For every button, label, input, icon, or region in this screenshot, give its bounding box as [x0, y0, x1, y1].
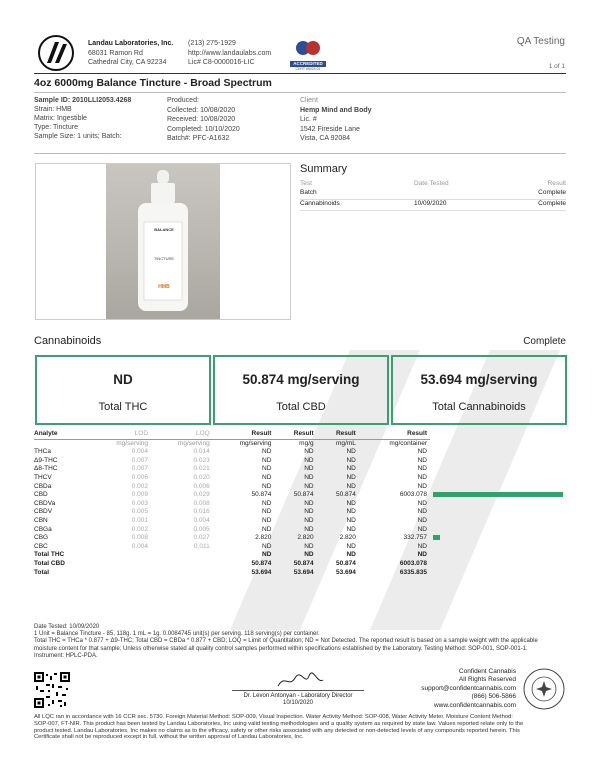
result-mg-ml: ND	[346, 525, 356, 533]
lod-value: 0.008	[131, 534, 149, 542]
client-address-line2: Vista, CA 92084	[300, 135, 351, 142]
header-result: Result	[317, 430, 359, 439]
units-row	[34, 439, 566, 448]
result-mg-ml: ND	[346, 542, 356, 550]
lod-value: 0.009	[131, 491, 149, 499]
lod-value: 0.001	[131, 516, 149, 524]
summary-test: Cannabinoids	[300, 200, 340, 207]
result-mg-g: ND	[304, 465, 314, 473]
result-bar-cell	[430, 526, 566, 535]
unit-result: mg/g	[299, 439, 314, 447]
bottle-logo: HMB	[158, 284, 170, 290]
result-mg-serving: 2.820	[255, 534, 272, 542]
lod-value: 0.004	[131, 542, 149, 550]
bottle-product: TINCTURE	[153, 256, 175, 261]
table-row	[34, 491, 566, 500]
result-bar	[433, 535, 440, 540]
total-thc-label: Total THC	[98, 401, 148, 413]
result-mg-g: ND	[304, 448, 314, 456]
total-lod	[89, 569, 151, 578]
summary-header-result: Result	[547, 180, 566, 187]
cc-website[interactable]: www.confidentcannabis.com	[433, 701, 516, 709]
lod-value: 0.007	[131, 465, 149, 473]
seal-icon	[522, 667, 566, 711]
result-mg-ml: 2.820	[339, 534, 356, 542]
total-result: ND	[304, 551, 314, 559]
lod-value: 0.002	[131, 482, 149, 490]
lod-value: 0.004	[131, 448, 149, 456]
result-mg-container: 6003.078	[399, 491, 427, 499]
received-date: Received: 10/08/2020	[167, 116, 236, 123]
total-thc-box	[35, 355, 211, 425]
result-bar-cell	[430, 534, 566, 543]
total-cbd-value: 50.874 mg/serving	[242, 372, 360, 387]
loq-value: 0.005	[193, 525, 210, 533]
collected-date: Collected: 10/08/2020	[167, 106, 236, 114]
result-mg-container: ND	[417, 508, 427, 516]
sample-size: Sample Size: 1 units; Batch:	[34, 133, 122, 140]
result-mg-ml: ND	[346, 448, 356, 456]
total-result: 50.874	[335, 559, 356, 567]
notes-line4: Instrument: HPLC-PDA.	[34, 652, 98, 659]
client-label: Client	[300, 97, 318, 104]
disclaimer-line1: All LQC ran in accordance with 16 CCR sec. 5730. Foreign Material Method: SOP-009, Visual Inspection. Water Activity Method: SOP-008, Water Activity Meter. Moisture Content Method:	[34, 714, 513, 720]
result-bar-cell	[430, 508, 566, 517]
result-mg-container: ND	[417, 516, 427, 524]
unit-result: mg/container	[389, 439, 427, 447]
cc-name: Confident Cannabis	[458, 668, 516, 675]
result-mg-container: ND	[417, 465, 427, 473]
table-row	[34, 457, 566, 466]
result-mg-g: 50.874	[293, 491, 314, 499]
total-name: Total	[34, 568, 50, 576]
summary-result: Complete	[538, 189, 566, 196]
accreditation-cert: CERT #5024.01	[295, 67, 321, 71]
result-mg-g: ND	[304, 482, 314, 490]
total-name: Total THC	[34, 551, 65, 559]
notes-line1: 1 Unit = Balance Tincture - 85, 118g. 1 mL = 1g. 0.0084745 unit(s) per serving. 118 serving(s) per container.	[34, 631, 320, 638]
result-mg-serving: ND	[262, 465, 272, 473]
lab-name: Landau Laboratories, Inc.	[88, 40, 174, 47]
lab-license: Lic# C8-0000016-LIC	[188, 59, 255, 66]
lod-value: 0.002	[131, 525, 149, 533]
unit-result: mg/serving	[239, 439, 272, 447]
lod-value: 0.006	[131, 473, 149, 481]
unit-loq: mg/serving	[177, 439, 210, 447]
table-row	[34, 526, 566, 535]
sample-matrix: Matrix: Ingestible	[34, 115, 87, 122]
result-bar-cell	[430, 491, 566, 500]
disclaimer-line4: Certificate shall not be reproduced except in full, without the written approval of Landau Laboratories, Inc.	[34, 734, 304, 741]
result-bar-cell	[430, 517, 566, 526]
total-result: 53.694	[251, 568, 272, 576]
total-row	[34, 551, 566, 560]
lod-value: 0.005	[131, 508, 149, 516]
result-mg-ml: ND	[346, 516, 356, 524]
sample-type: Type: Tincture	[34, 124, 78, 131]
signatory-name: Dr. Levon Antonyan - Laboratory Director	[243, 693, 353, 699]
table-row	[34, 465, 566, 474]
total-lod	[89, 551, 151, 560]
total-loq	[151, 551, 213, 560]
product-title: 4oz 6000mg Balance Tincture - Broad Spectrum	[34, 77, 272, 89]
result-mg-container: ND	[417, 456, 427, 464]
accreditation-label: ACCREDITED	[290, 61, 326, 67]
header-result: Result	[274, 430, 316, 439]
summary-row	[300, 199, 566, 210]
table-row	[34, 508, 566, 517]
disclaimer-line3: product tested. Landau Laboratories, Inc makes no claims as to the efficacy, safety or other risks associated with any detected or non-detected levels of any compounds reported herein. This	[34, 727, 520, 734]
accreditation-badge	[290, 40, 326, 70]
tincture-bottle	[134, 170, 192, 313]
result-mg-serving: ND	[262, 482, 272, 490]
total-row	[34, 569, 566, 578]
total-cbd-box	[213, 355, 389, 425]
unit-result: mg/mL	[335, 439, 356, 447]
total-loq	[151, 560, 213, 569]
loq-value: 0.027	[193, 534, 210, 542]
produced-date: Produced:	[167, 97, 199, 104]
result-mg-container: ND	[417, 473, 427, 481]
client-name: Hemp Mind and Body	[300, 106, 372, 114]
result-mg-ml: ND	[346, 499, 356, 507]
result-mg-ml: ND	[346, 465, 356, 473]
analyte-name: THCV	[34, 473, 52, 481]
result-mg-ml: ND	[346, 482, 356, 490]
cannabinoid-results-table	[34, 430, 566, 577]
lod-value: 0.003	[131, 499, 149, 507]
header-lod: LOD	[89, 430, 151, 439]
total-thc-value: ND	[113, 372, 133, 387]
loq-value: 0.021	[193, 465, 210, 473]
result-mg-container: ND	[417, 525, 427, 533]
report-type: QA Testing	[516, 36, 565, 47]
result-mg-g: ND	[304, 499, 314, 507]
bottle-brand: BALANCE	[154, 227, 174, 232]
result-bar-cell	[430, 457, 566, 466]
table-row	[34, 534, 566, 543]
result-bar-cell	[430, 483, 566, 492]
result-mg-serving: ND	[262, 525, 272, 533]
result-mg-g: ND	[304, 508, 314, 516]
analyte-name: CBDVa	[34, 499, 56, 507]
result-mg-serving: ND	[262, 508, 272, 516]
result-bar-cell	[430, 500, 566, 509]
cc-rights: All Rights Reserved	[458, 676, 516, 684]
analyte-name: CBGa	[34, 525, 52, 533]
total-name: Total CBD	[34, 559, 65, 567]
client-license: Lic. #	[300, 116, 317, 123]
result-mg-ml: 50.874	[335, 491, 356, 499]
notes-line3: moisture content for that sample; Unless otherwise stated all quality control samples performed within specifications established by the Laboratory. Testing Method: SOP-001, SOP-001-1.	[34, 645, 528, 652]
table-row	[34, 500, 566, 509]
signature-date: 10/10/2020	[282, 700, 314, 706]
table-header-row	[34, 430, 566, 439]
result-mg-ml: ND	[346, 456, 356, 464]
notes-date-tested: Date Tested: 10/09/2020	[34, 624, 100, 630]
result-mg-serving: ND	[262, 499, 272, 507]
table-row	[34, 474, 566, 483]
product-photo	[35, 163, 291, 320]
unit-lod: mg/serving	[116, 439, 149, 447]
total-result: 6003.078	[399, 559, 427, 567]
notes-line2: Total THC = THCa * 0.877 + Δ9-THC; Total CBD = CBDa * 0.877 + CBD; LOQ = Limit of Quantitation; ND = Not Detected. The reported result is based on a sample weight with the applicable	[34, 638, 538, 645]
table-row	[34, 543, 566, 552]
table-row	[34, 448, 566, 457]
result-mg-g: ND	[304, 456, 314, 464]
result-mg-container: 332.757	[403, 534, 427, 542]
total-result: ND	[417, 551, 427, 559]
lab-logo	[38, 35, 74, 71]
result-mg-container: ND	[417, 448, 427, 456]
result-mg-g: ND	[304, 542, 314, 550]
confident-cannabis-seal	[522, 667, 566, 711]
result-mg-serving: ND	[262, 542, 272, 550]
loq-value: 0.011	[193, 542, 210, 550]
cc-phone: (866) 506-5866	[471, 693, 516, 701]
result-mg-container: ND	[417, 482, 427, 490]
total-row	[34, 560, 566, 569]
loq-value: 0.004	[193, 516, 210, 524]
result-bar	[433, 492, 563, 497]
loq-value: 0.016	[193, 508, 210, 516]
summary-row	[300, 189, 566, 199]
analyte-name: CBN	[34, 516, 48, 524]
summary-header-test: Test	[300, 180, 312, 187]
result-mg-serving: ND	[262, 448, 272, 456]
total-lod	[89, 560, 151, 569]
total-result: 6335.835	[399, 568, 427, 576]
loq-value: 0.029	[193, 491, 210, 499]
result-mg-container: ND	[417, 499, 427, 507]
result-mg-serving: 50.874	[251, 491, 272, 499]
analyte-name: Δ9-THC	[34, 456, 58, 464]
sample-strain: Strain: HMB	[34, 106, 72, 113]
loq-value: 0.020	[193, 473, 210, 481]
analyte-name: THCa	[34, 448, 51, 456]
cc-email[interactable]: support@confidentcannabis.com	[421, 684, 516, 692]
lod-value: 0.007	[131, 456, 149, 464]
result-mg-serving: ND	[262, 473, 272, 481]
result-mg-container: ND	[417, 542, 427, 550]
header-result: Result	[213, 430, 275, 439]
total-result: ND	[346, 551, 356, 559]
loq-value: 0.023	[193, 456, 210, 464]
signature-image	[275, 672, 325, 690]
header-analyte: Analyte	[34, 430, 89, 439]
total-result: ND	[262, 551, 272, 559]
analyte-name: CBD	[34, 491, 48, 499]
result-mg-serving: ND	[262, 516, 272, 524]
result-mg-g: ND	[304, 516, 314, 524]
analyte-name: CBC	[34, 542, 48, 550]
summary-title: Summary	[300, 163, 348, 175]
total-cbd-label: Total CBD	[276, 401, 326, 413]
sample-id: Sample ID: 2010LLI2053.4268	[34, 97, 132, 104]
summary-header-date: Date Tested	[414, 180, 449, 187]
lab-address-line1: 68031 Ramon Rd	[88, 49, 143, 57]
total-cannabinoids-label: Total Cannabinoids	[432, 401, 526, 413]
total-result: 53.694	[293, 568, 314, 576]
analyte-name: CBDV	[34, 508, 53, 516]
header-result: Result	[359, 430, 430, 439]
result-mg-g: 2.820	[297, 534, 314, 542]
summary-result: Complete	[538, 200, 566, 207]
total-result: 53.694	[335, 568, 356, 576]
table-row	[34, 517, 566, 526]
qr-code-icon[interactable]	[34, 672, 70, 708]
result-mg-g: ND	[304, 473, 314, 481]
result-bar-cell	[430, 474, 566, 483]
total-result: 50.874	[293, 559, 314, 567]
client-address-line1: 1542 Fireside Lane	[300, 125, 360, 133]
result-mg-g: ND	[304, 525, 314, 533]
summary-test: Batch	[300, 189, 317, 196]
lab-website[interactable]: http://www.landaulabs.com	[188, 49, 272, 57]
cannabinoids-title: Cannabinoids	[34, 335, 102, 347]
analyte-name: Δ8-THC	[34, 465, 58, 473]
table-row	[34, 483, 566, 492]
summary-date: 10/09/2020	[414, 200, 447, 207]
completed-date: Completed: 10/10/2020	[167, 125, 240, 133]
total-cannabinoids-value: 53.694 mg/serving	[420, 372, 538, 387]
result-mg-ml: ND	[346, 473, 356, 481]
lab-address-line2: Cathedral City, CA 92234	[88, 59, 167, 66]
analyte-name: CBDa	[34, 482, 52, 490]
loq-value: 0.006	[193, 482, 210, 490]
lab-phone: (213) 275-1929	[188, 40, 236, 47]
result-mg-ml: ND	[346, 508, 356, 516]
total-loq	[151, 569, 213, 578]
batch-number: Batch#: PFC-A1632	[167, 135, 230, 142]
result-mg-serving: ND	[262, 456, 272, 464]
loq-value: 0.014	[193, 448, 210, 456]
accreditation-icon	[293, 40, 323, 56]
cannabinoids-status: Complete	[523, 336, 566, 347]
total-cannabinoids-box	[391, 355, 567, 425]
disclaimer-line2: SOP-007, FT-NIR. This product has been tested by Landau Laboratories, Inc using valid testing methodologies and a quality system as required by state law. Values reported relate only to the	[34, 720, 524, 727]
result-bar-cell	[430, 543, 566, 552]
result-bar-cell	[430, 465, 566, 474]
loq-value: 0.008	[193, 499, 210, 507]
header-loq: LOQ	[151, 430, 213, 439]
page-number: 1 of 1	[548, 63, 565, 70]
result-bar-cell	[430, 448, 566, 457]
analyte-name: CBG	[34, 534, 49, 542]
total-result: 50.874	[251, 559, 272, 567]
